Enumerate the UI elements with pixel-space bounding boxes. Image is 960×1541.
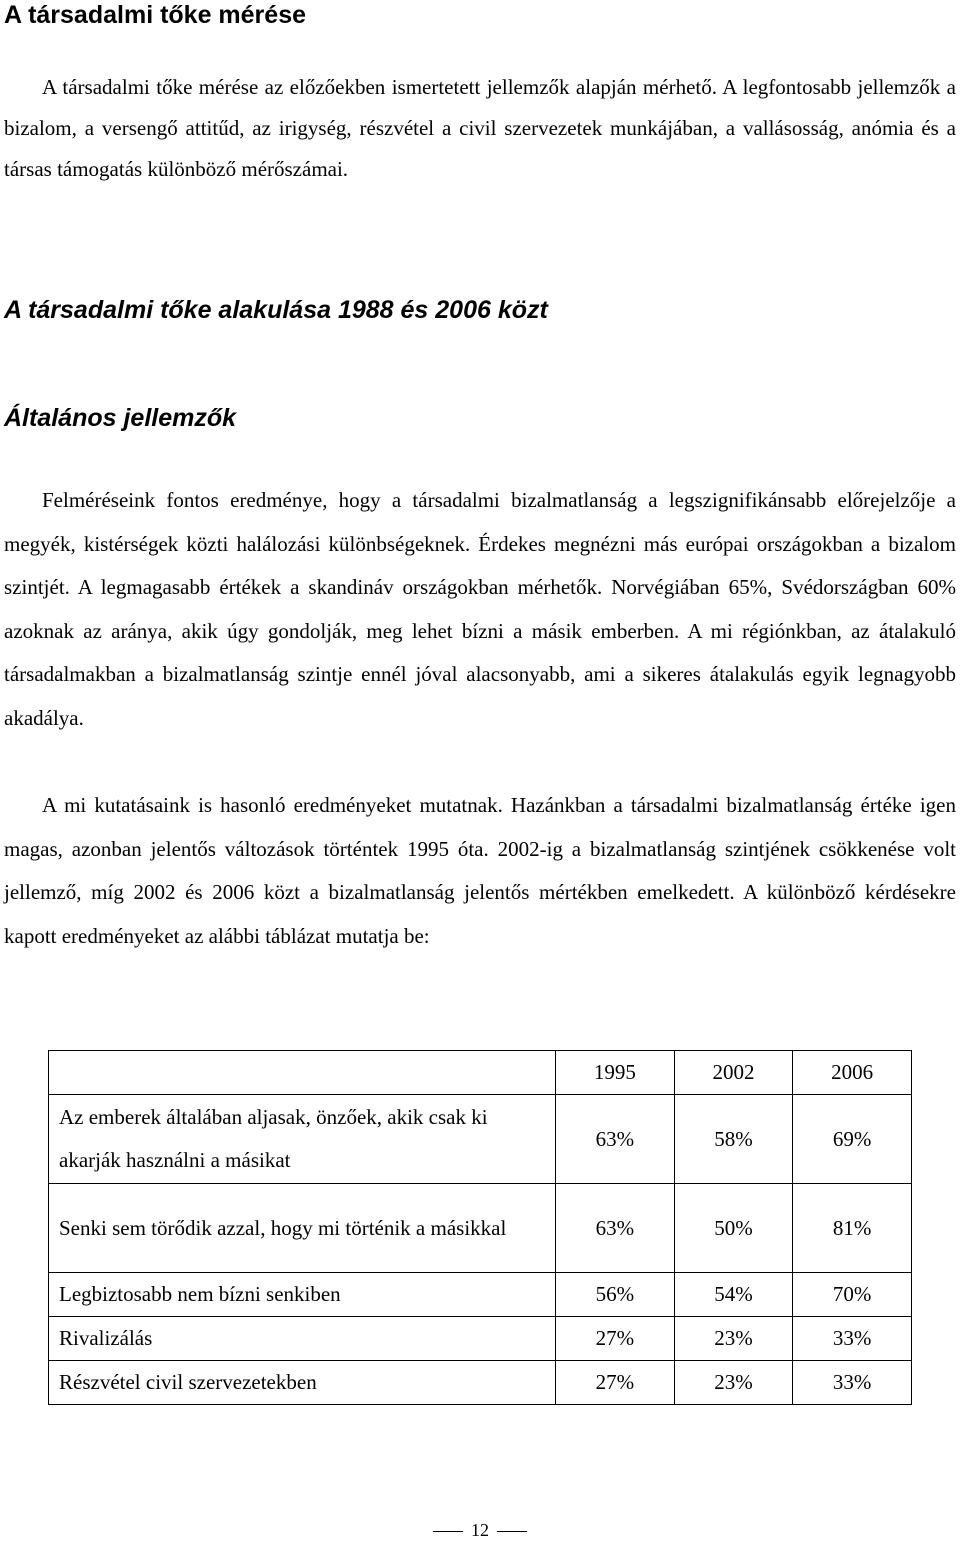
table-cell: 81%	[793, 1184, 912, 1273]
table-row	[49, 1317, 912, 1361]
table-cell: 33%	[793, 1361, 912, 1405]
table-cell: 33%	[793, 1317, 912, 1361]
heading-social-capital-measurement: A társadalmi tőke mérése	[4, 1, 307, 29]
table-header-year: 2006	[793, 1051, 912, 1095]
table-cell: 27%	[556, 1317, 675, 1361]
table-cell: 56%	[556, 1273, 675, 1317]
table-cell: 54%	[674, 1273, 793, 1317]
paragraph-survey-results	[4, 479, 956, 741]
page-number: 12	[471, 1520, 489, 1540]
table-row	[49, 1273, 912, 1317]
table-cell: 63%	[556, 1184, 675, 1273]
table-cell: 50%	[674, 1184, 793, 1273]
table-header-year: 1995	[556, 1051, 675, 1095]
paragraph-research-results-text: A mi kutatásaink is hasonló eredményeket mutatnak. Hazánkban a társadalmi bizalmatlanság értéke igen magas, azonban jelentős változások történtek 1995 óta. 2002-ig a bizalmatlanság szintjének csökkenése volt jellemző, míg 2002 és 2006 közt a bizalmatlanság jelentős mértékben emelkedett. A különböző kérdésekre kapott eredményeket az alábbi táblázat mutatja be:	[4, 793, 956, 948]
footer-dash-left	[433, 1531, 463, 1532]
table-cell: 63%	[556, 1095, 675, 1184]
table-row	[49, 1095, 912, 1184]
paragraph-measurement	[4, 67, 956, 190]
table-cell: 23%	[674, 1361, 793, 1405]
table-cell: 23%	[674, 1317, 793, 1361]
heading-social-capital-trend: A társadalmi tőke alakulása 1988 és 2006 közt	[4, 296, 548, 324]
table-row-label: Legbiztosabb nem bízni senkiben	[49, 1273, 556, 1317]
table-header-year: 2002	[674, 1051, 793, 1095]
table-row-label: Senki sem törődik azzal, hogy mi történik a másikkal	[49, 1184, 556, 1273]
table-row-label: Az emberek általában aljasak, önzőek, akik csak ki akarják használni a másikat	[49, 1095, 556, 1184]
footer-dash-right	[497, 1531, 527, 1532]
table-row	[49, 1184, 912, 1273]
table-header-row	[49, 1051, 912, 1095]
page-footer	[0, 1519, 960, 1541]
table-cell: 27%	[556, 1361, 675, 1405]
table-cell: 70%	[793, 1273, 912, 1317]
paragraph-research-results	[4, 784, 956, 958]
distrust-table	[48, 1050, 912, 1405]
table-cell: 58%	[674, 1095, 793, 1184]
table-row-label: Részvétel civil szervezetekben	[49, 1361, 556, 1405]
table-cell: 69%	[793, 1095, 912, 1184]
heading-general-characteristics: Általános jellemzők	[4, 404, 237, 432]
paragraph-measurement-text: A társadalmi tőke mérése az előzőekben ismertetett jellemzők alapján mérhető. A legfontosabb jellemzők a bizalom, a versengő attitűd, az irigység, részvétel a civil szervezetek munkájában, a vallásosság, anómia és a társas támogatás különböző mérőszámai.	[4, 75, 956, 181]
paragraph-survey-results-text: Felméréseink fontos eredménye, hogy a társadalmi bizalmatlanság a legszignifikánsabb előrejelzője a megyék, kistérségek közti halálozási különbségeknek. Érdekes megnézni más európai országokban a bizalom szintjét. A legmagasabb értékek a skandináv országokban mérhetők. Norvégiában 65%, Svédországban 60% azoknak az aránya, akik úgy gondolják, meg lehet bízni a másik emberben. A mi régiónkban, az átalakuló társadalmakban a bizalmatlanság szintje ennél jóval alacsonyabb, ami a sikeres átalakulás egyik legnagyobb akadálya.	[4, 488, 956, 730]
table-row	[49, 1361, 912, 1405]
table-header-empty-cell	[49, 1051, 556, 1095]
table-row-label: Rivalizálás	[49, 1317, 556, 1361]
